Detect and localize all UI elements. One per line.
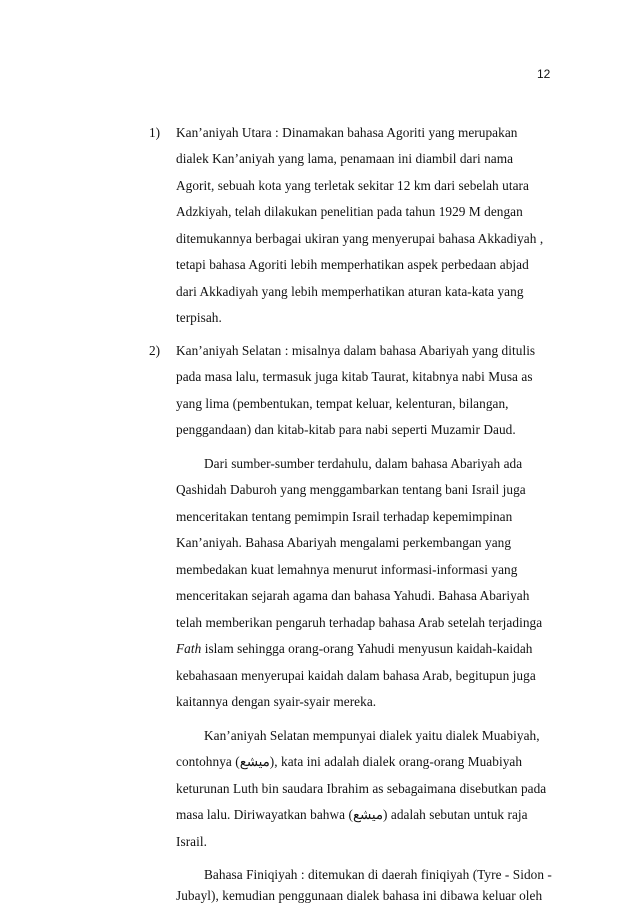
item1-line-2: dialek Kan’aniyah yang lama, penamaan ini diambil dari nama (176, 151, 514, 166)
para1-line-2: Qashidah Daburoh yang menggambarkan tentang bani Israil juga (176, 482, 526, 497)
para2-line-4: masa lalu. Diriwayatkan bahwa (ميشع) adalah sebutan untuk raja (176, 807, 528, 822)
item1-line-5: ditemukannya berbagai ukiran yang menyerupai bahasa Akkadiyah , (176, 231, 544, 246)
para2-line-5: Israil. (176, 834, 207, 849)
item1-line-1: Kan’aniyah Utara : Dinamakan bahasa Agoriti yang merupakan (176, 125, 518, 140)
item1-line-4: Adzkiyah, telah dilakukan penelitian pada tahun 1929 M dengan (176, 204, 523, 219)
item2-line-4: penggandaan) dan kitab-kitab para nabi seperti Muzamir Daud. (176, 422, 516, 437)
item2-line-1: Kan’aniyah Selatan : misalnya dalam bahasa Abariyah yang ditulis (176, 343, 536, 358)
page-number: 12 (537, 67, 551, 81)
para1-line-5: membedakan kuat lemahnya menurut informasi-informasi yang (176, 562, 518, 577)
para1-line-1: Dari sumber-sumber terdahulu, dalam bahasa Abariyah ada (204, 456, 523, 471)
list-number-2: 2) (149, 343, 161, 358)
para1-line-6: menceritakan sejarah agama dan bahasa Yahudi. Bahasa Abariyah (176, 588, 530, 603)
para1-line-3: menceritakan tentang pemimpin Israil terhadap kepemimpinan (176, 509, 513, 524)
para1-line-4: Kan’aniyah. Bahasa Abariyah mengalami perkembangan yang (176, 535, 512, 550)
item2-line-3: yang lima (pembentukan, tempat keluar, kelenturan, bilangan, (176, 396, 509, 411)
para3-line-1: Bahasa Finiqiyah : ditemukan di daerah finiqiyah (Tyre - Sidon - (204, 867, 552, 882)
item2-line-2: pada masa lalu, termasuk juga kitab Taurat, kitabnya nabi Musa as (176, 369, 533, 384)
italic-term: Fath (176, 641, 202, 656)
para1-line-10: kaitannya dengan syair-syair mereka. (176, 694, 377, 709)
para3-line-2: Jubayl), kemudian penggunaan dialek bahasa ini dibawa keluar oleh (176, 888, 543, 903)
para1-line-8 (176, 640, 532, 658)
para1-line-7: telah memberikan pengaruh terhadap bahasa Arab setelah terjadinga (176, 615, 543, 630)
para2-line-1: Kan’aniyah Selatan mempunyai dialek yaitu dialek Muabiyah, (204, 728, 540, 743)
item1-line-7: dari Akkadiyah yang lebih memperhatikan aturan kata-kata yang (176, 284, 524, 299)
list-number-1: 1) (149, 125, 161, 140)
item1-line-6: tetapi bahasa Agoriti lebih memperhatikan aspek perbedaan abjad (176, 257, 529, 272)
para2-line-2: contohnya (ميشع), kata ini adalah dialek orang-orang Muabiyah (176, 754, 523, 769)
item1-line-3: Agorit, sebuah kota yang terletak sekitar 12 km dari sebelah utara (176, 178, 529, 193)
para1-line-8-rest: islam sehingga orang-orang Yahudi menyusun kaidah-kaidah (201, 641, 533, 656)
item1-line-8: terpisah. (176, 310, 222, 325)
para2-line-3: keturunan Luth bin saudara Ibrahim as sebagaimana disebutkan pada (176, 781, 547, 796)
para1-line-9: kebahasaan menyerupai kaidah dalam bahasa Arab, begitupun juga (176, 668, 536, 683)
